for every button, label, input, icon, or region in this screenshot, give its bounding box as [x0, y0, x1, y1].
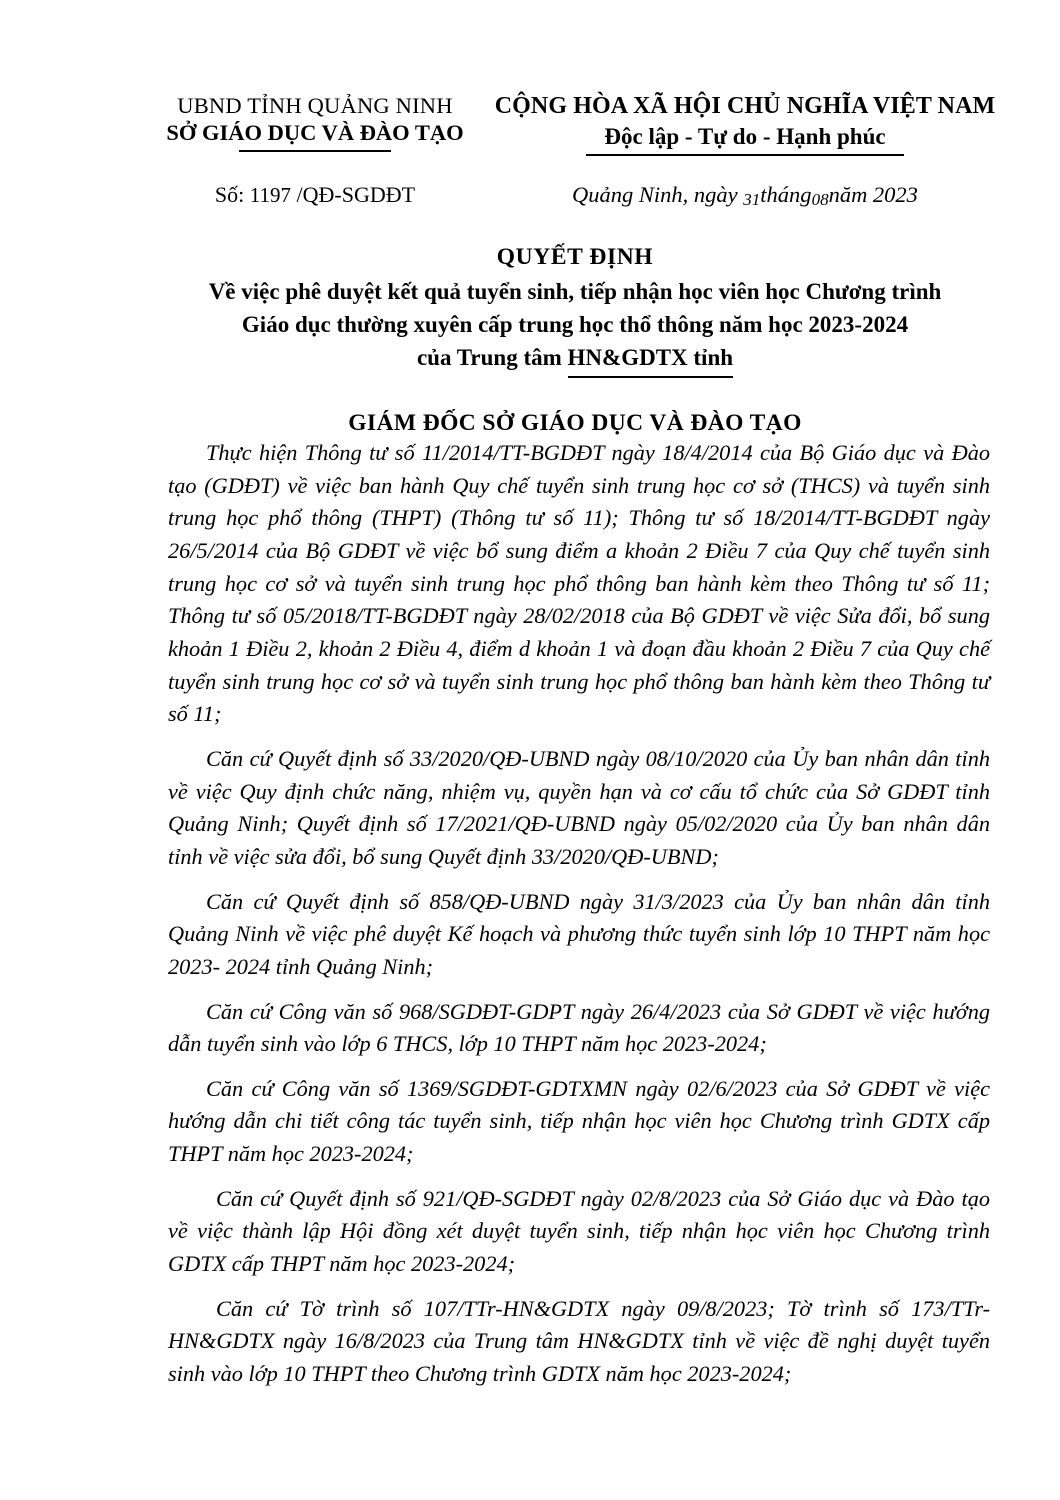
subject-line-3-emphasis: HN&GDTX tỉnh: [568, 342, 734, 375]
body-paragraph: Căn cứ Quyết định số 921/QĐ-SGDĐT ngày 02/8/2023 của Sở Giáo dục và Đào tạo về việc thành lập Hội đồng xét duyệt tuyển sinh, tiếp nhận học viên học Chương trình GDTX cấp THPT năm học 2023-2024;: [168, 1185, 990, 1277]
national-motto: Độc lập - Tự do - Hạnh phúc: [604, 123, 885, 152]
subject-line-1: Về việc phê duyệt kết quả tuyển sinh, tiếp nhận học viên học Chương trình: [208, 279, 942, 305]
body-paragraph: Căn cứ Tờ trình số 107/TTr-HN&GDTX ngày 09/8/2023; Tờ trình số 173/TTr-HN&GDTX ngày 16/8/2023 của Trung tâm HN&GDTX tỉnh về việc đề nghị duyệt tuyển sinh vào lớp 10 THPT theo Chương trình GDTX năm học 2023-2024;: [168, 1295, 990, 1387]
department-name: SỞ GIÁO DỤC VÀ ĐÀO TẠO: [166, 120, 464, 146]
country-name: CỘNG HÒA XÃ HỘI CHỦ NGHĨA VIỆT NAM: [494, 93, 996, 119]
place-and-date-line: [480, 182, 1000, 208]
date-month-value: 08: [811, 190, 829, 209]
body-paragraph: Căn cứ Công văn số 968/SGDĐT-GDPT ngày 26/4/2023 của Sở GDĐT về việc hướng dẫn tuyển sinh vào lớp 6 THCS, lớp 10 THPT năm học 2023-2024;: [168, 998, 990, 1057]
body-paragraph: Căn cứ Quyết định số 33/2020/QĐ-UBND ngày 08/10/2020 của Ủy ban nhân dân tỉnh về việc Quy định chức năng, nhiệm vụ, quyền hạn và cơ cấu tổ chức của Sở GDĐT tỉnh Quảng Ninh; Quyết định số 17/2021/QĐ-UBND ngày 05/02/2020 của Ủy ban nhân dân tỉnh về việc sửa đổi, bổ sung Quyết định 33/2020/QĐ-UBND;: [168, 745, 990, 869]
date-year-label: năm 2023: [828, 182, 918, 207]
place-date-prefix: Quảng Ninh, ngày: [572, 182, 738, 207]
subject-line-3: [168, 342, 982, 375]
authority-name: UBND TỈNH QUẢNG NINH: [177, 93, 453, 118]
date-month-label: tháng: [760, 182, 812, 207]
body-paragraph: Căn cứ Công văn số 1369/SGDĐT-GDTXMN ngày 02/6/2023 của Sở GDĐT về việc hướng dẫn chi tiết công tác tuyển sinh, tiếp nhận học viên học Chương trình GDTX cấp THPT năm học 2023-2024;: [168, 1075, 990, 1167]
issuing-officer-heading: GIÁM ĐỐC SỞ GIÁO DỤC VÀ ĐÀO TẠO: [348, 410, 802, 437]
document-number-value: 1197: [249, 183, 292, 207]
issuing-authority-block: [150, 92, 480, 147]
document-number-label: Số:: [214, 182, 245, 207]
national-heading-block: [480, 92, 1000, 152]
body-paragraph: Căn cứ Quyết định số 858/QĐ-UBND ngày 31/3/2023 của Ủy ban nhân dân tỉnh Quảng Ninh về việc phê duyệt Kế hoạch và phương thức tuyển sinh lớp 10 THPT năm học 2023- 2024 tỉnh Quảng Ninh;: [168, 888, 990, 979]
body-paragraph: Thực hiện Thông tư số 11/2014/TT-BGDĐT ngày 18/4/2014 của Bộ Giáo dục và Đào tạo (GDĐT) về việc ban hành Quy chế tuyển sinh trung học cơ sở (THCS) và tuyển sinh trung học phổ thông (THPT) (Thông tư số 11); Thông tư số 18/2014/TT-BGDĐT ngày 26/5/2014 của Bộ GDĐT về việc bổ sung điểm a khoản 2 Điều 7 của Quy chế tuyển sinh trung học cơ sở và tuyển sinh trung học phổ thông ban hành kèm theo Thông tư số 11; Thông tư số 05/2018/TT-BGDĐT ngày 28/02/2018 của Bộ GDĐT về việc Sửa đổi, bổ sung khoản 1 Điều 2, khoản 2 Điều 4, điểm d khoản 1 và đoạn đầu khoản 2 Điều 7 của Quy chế tuyển sinh trung học cơ sở và tuyển sinh trung học phổ thông ban hành kèm theo Thông tư số 11;: [168, 440, 990, 727]
document-number-line: [150, 182, 480, 208]
document-type-heading: QUYẾT ĐỊNH: [496, 244, 654, 270]
subject-line-2: Giáo dục thường xuyên cấp trung học thổ thông năm học 2023-2024: [241, 312, 909, 338]
document-body: [168, 437, 990, 1391]
document-title-block: [150, 243, 1000, 437]
document-subject: [150, 276, 1000, 374]
document-number-suffix: /QĐ-SGDĐT: [296, 182, 416, 207]
document-header: [150, 92, 1000, 152]
document-subheader: [150, 182, 1000, 208]
date-day-value: 31: [743, 190, 761, 209]
subject-line-3-prefix: của Trung tâm: [416, 344, 568, 370]
